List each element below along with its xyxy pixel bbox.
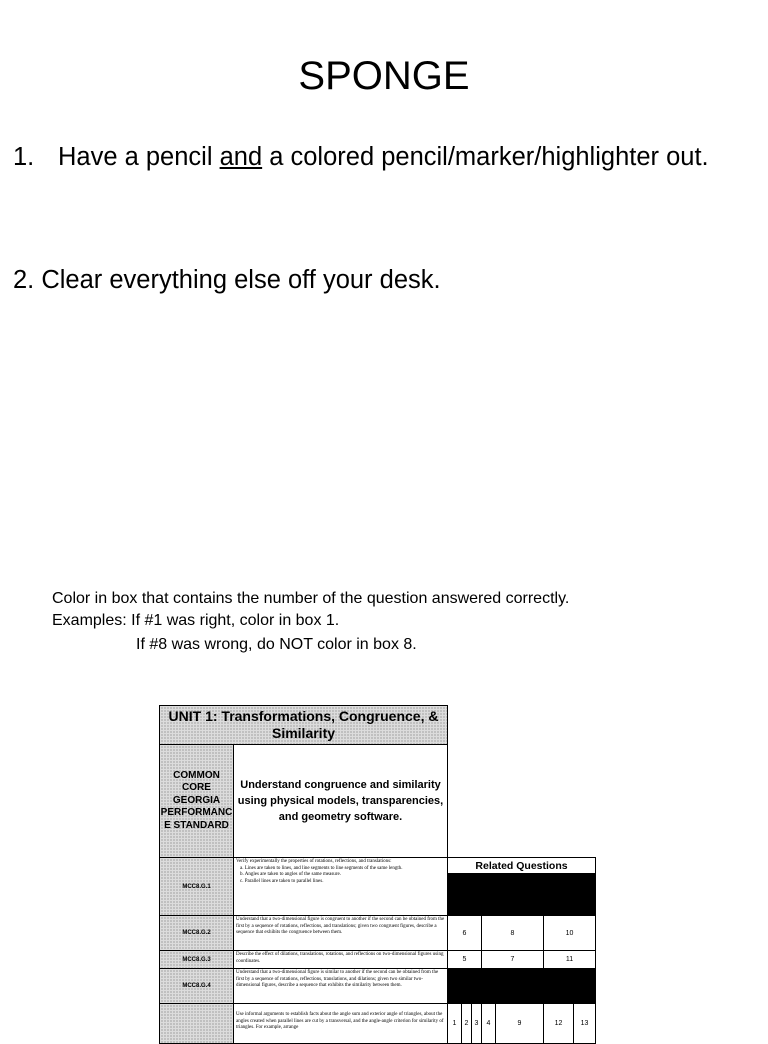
blank-cell	[448, 706, 596, 745]
question-box-9[interactable]: 9	[496, 1004, 544, 1044]
question-box-1[interactable]: 1	[448, 1004, 462, 1044]
item-1-underlined-word: and	[219, 143, 263, 171]
question-box-8[interactable]: 8	[482, 916, 544, 951]
question-box-10[interactable]: 10	[544, 916, 596, 951]
row-3-desc: Describe the effect of dilations, translations, rotations, and reflections on two-dimensional figures using coordinates.	[234, 951, 448, 969]
item-1-text-start: Have a pencil	[58, 143, 220, 171]
row-1-sub-c: c. Parallel lines are taken to parallel lines.	[240, 878, 324, 884]
page-title: SPONGE	[298, 54, 470, 98]
question-box-6[interactable]: 6	[448, 916, 482, 951]
code-cell: MCC8.G.4	[160, 969, 234, 1004]
blackout-cell	[448, 969, 596, 1004]
row-1-sub-a: a. Lines are taken to lines, and line segments to line segments of the same length.	[240, 865, 403, 871]
code-cell: MCC8.G.2	[160, 916, 234, 951]
item-2-text: 2. Clear everything else off your desk.	[13, 266, 441, 294]
question-box-11[interactable]: 11	[544, 951, 596, 969]
instruction-line-3: If #8 was wrong, do NOT color in box 8.	[136, 636, 417, 653]
unit-title: UNIT 1: Transformations, Congruence, & Similarity	[160, 706, 448, 745]
question-box-4[interactable]: 4	[482, 1004, 496, 1044]
row-1-sub-b: b. Angles are taken to angles of the same measure.	[240, 872, 341, 877]
item-1-number: 1.	[13, 143, 35, 171]
code-cell: MCC8.G.3	[160, 951, 234, 969]
standard-row-desc	[234, 858, 448, 916]
question-box-3[interactable]: 3	[472, 1004, 482, 1044]
row-5-desc: Use informal arguments to establish facts about the angle sum and exterior angle of triangles, about the angles created when parallel lines are cut by a transversal, and the angle-angle criterion for similarity of triangles. For example, arrange	[234, 1004, 448, 1044]
row-1-desc: Verify experimentally the properties of rotations, reflections, and translations:	[236, 859, 392, 864]
question-box-13[interactable]: 13	[574, 1004, 596, 1044]
question-box-12[interactable]: 12	[544, 1004, 574, 1044]
item-1-text-end: a colored pencil/marker/highlighter out.	[262, 143, 709, 171]
item-1-text	[58, 140, 748, 174]
row-2-desc: Understand that a two-dimensional figure is congruent to another if the second can be obtained from the first by a sequence of rotations, reflections, and translations; given two congruent figures, describe a sequence that exhibits the congruence between them.	[234, 916, 448, 951]
standard-label: COMMON CORE GEORGIA PERFORMANC E STANDARD	[160, 745, 234, 858]
instruction-line-1: Color in box that contains the number of the question answered correctly.	[52, 590, 570, 607]
question-box-7[interactable]: 7	[482, 951, 544, 969]
blackout-cell	[448, 874, 596, 916]
blank-cell	[448, 745, 596, 858]
standards-table	[159, 705, 596, 1044]
question-box-2[interactable]: 2	[462, 1004, 472, 1044]
code-cell: MCC8.G.1	[160, 858, 234, 916]
standard-description: Understand congruence and similarity using physical models, transparencies, and geometry software.	[234, 745, 448, 858]
row-4-desc: Understand that a two-dimensional figure is similar to another if the second can be obtained from the first by a sequence of rotations, reflections, translations, and dilations; given two similar two-dimensional figures, describe a sequence that exhibits the similarity between them.	[234, 969, 448, 1004]
instruction-line-2: Examples: If #1 was right, color in box 1.	[52, 612, 340, 629]
question-box-5[interactable]: 5	[448, 951, 482, 969]
related-questions-header: Related Questions	[448, 858, 596, 874]
